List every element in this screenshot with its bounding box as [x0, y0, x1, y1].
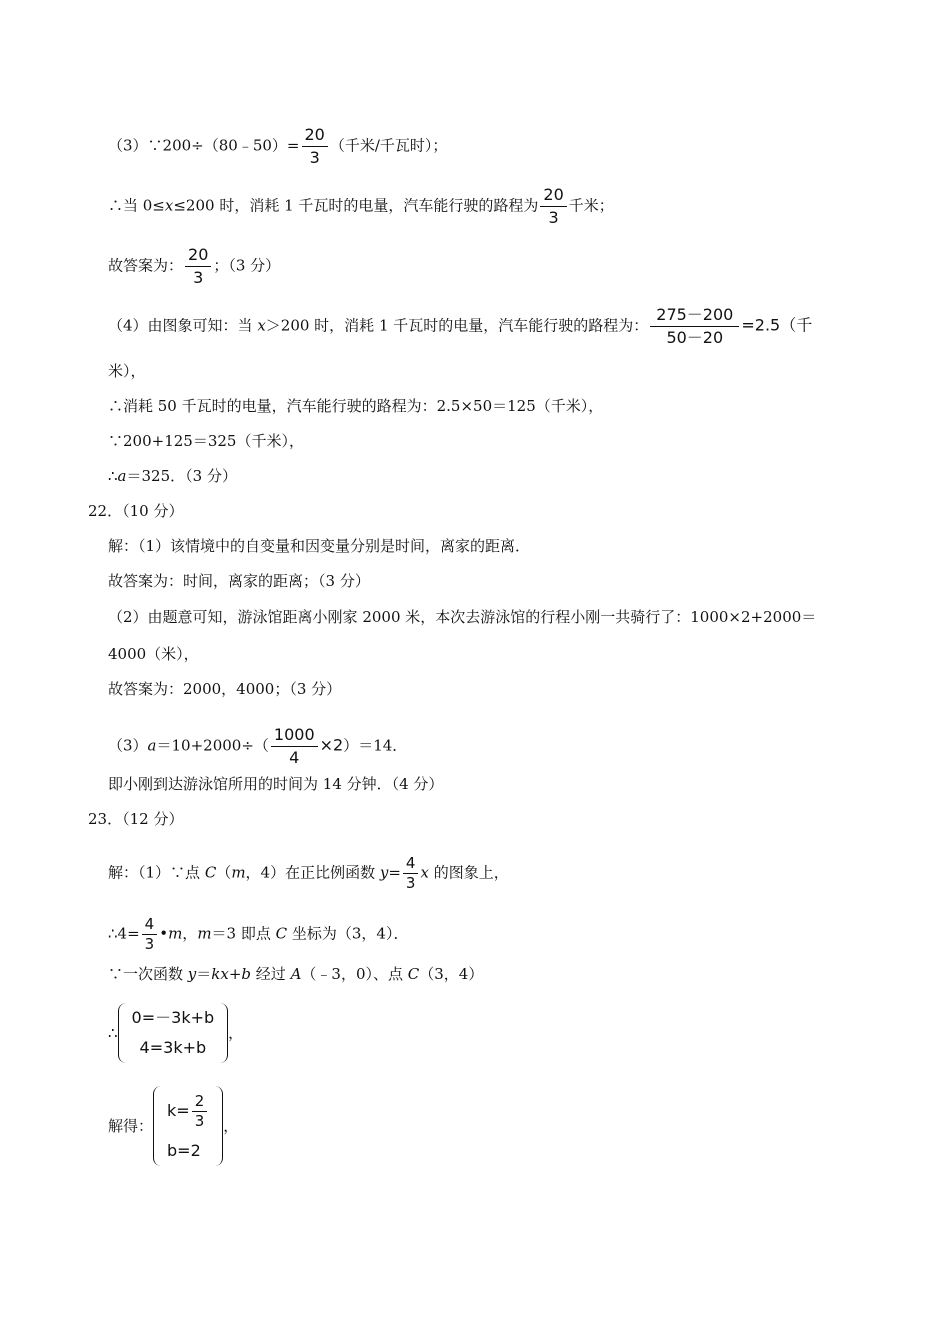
- q22-solution-2: （2）由题意可知，游泳馆距离小刚家 2000 米，本次去游泳馆的行程小刚一共骑行了：1000×2+2000＝: [108, 608, 817, 626]
- answer-4-result: ∴a＝325．（3 分）: [108, 467, 237, 485]
- q22-solution-2-wrap: 4000（米），: [108, 645, 199, 663]
- q22-answer-1: 故答案为：时间，离家的距离；（3 分）: [108, 572, 370, 590]
- solution-system: k= $\frac{2}{3}$ b=2: [153, 1086, 223, 1166]
- fraction-1000-4: $\frac{1000}{4}$: [271, 724, 318, 769]
- answer-3-line: （3）∵200÷（80﹣50）= $\frac{20}{3}$ （千米/千瓦时）；: [108, 125, 448, 167]
- q23-solution-system: 解得： k= $\frac{2}{3}$ b=2 ，: [108, 1086, 238, 1166]
- fraction-distance-rate: $\frac{275-200}{50-20}$: [650, 304, 739, 349]
- q23-solution-1-m: ∴4= $\frac{4}{3}$ •m，m＝3 即点 C 坐标为（3，4）．: [108, 915, 409, 953]
- question-23-heading: 23．（12 分）: [88, 810, 184, 828]
- question-22-heading: 22．（10 分）: [88, 502, 184, 520]
- fraction-4-3: $\frac{4}{3}$: [142, 915, 158, 954]
- answer-4-line-wrap: 米），: [108, 362, 146, 380]
- q23-solution-1: 解：（1）∵点 C（m，4）在正比例函数 y= $\frac{4}{3}$ x 的图象上，: [108, 854, 509, 892]
- fraction-20-3: $\frac{20}{3}$: [540, 184, 566, 229]
- q22-answer-2: 故答案为：2000，4000；（3 分）: [108, 680, 342, 698]
- answer-4-consumption: ∴消耗 50 千瓦时的电量，汽车能行驶的路程为：2.5×50＝125（千米），: [108, 397, 604, 415]
- fraction-20-3: $\frac{20}{3}$: [185, 244, 211, 289]
- answer-4-line: （4）由图象可知：当 x＞200 时，消耗 1 千瓦时的电量，汽车能行驶的路程为： $\frac{275-200}{50-20}$ =2.5（千: [108, 305, 813, 347]
- fraction-20-3: $\frac{20}{3}$: [302, 124, 328, 169]
- answer-3-result: 故答案为： $\frac{20}{3}$ ；（3 分）: [108, 245, 281, 287]
- q22-conclusion: 即小刚到达游泳馆所用的时间为 14 分钟．（4 分）: [108, 775, 444, 793]
- q22-solution-3: （3）a＝10+2000÷（ $\frac{1000}{4}$ ×2）＝14．: [108, 725, 408, 767]
- equation-system: 0=－3k+b 4=3k+b: [118, 1003, 229, 1063]
- fraction-2-3: $\frac{2}{3}$: [192, 1092, 208, 1131]
- answer-4-sum: ∵200+125＝325（千米），: [108, 432, 304, 450]
- q22-solution-1: 解：（1）该情境中的自变量和因变量分别是时间，离家的距离．: [108, 537, 531, 555]
- answer-3-conclusion: ∴当 0≤x≤200 时，消耗 1 千瓦时的电量，汽车能行驶的路程为 $\frac{20}{3}$ 千米；: [108, 185, 614, 227]
- q23-equation-system: ∴ 0=－3k+b 4=3k+b ，: [108, 1003, 243, 1063]
- q23-linear-function: ∵一次函数 y＝kx+b 经过 A（﹣3，0）、点 C（3，4）: [108, 965, 484, 983]
- fraction-4-3: $\frac{4}{3}$: [403, 854, 419, 893]
